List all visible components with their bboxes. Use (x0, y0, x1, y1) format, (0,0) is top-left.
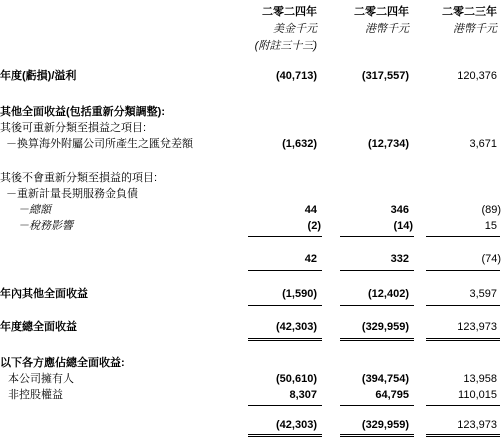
value-2023-hkd: 120,376 (457, 70, 497, 82)
value-2024-hkd: (394,754) (361, 373, 409, 385)
value-2024-usd: (50,610) (276, 373, 317, 385)
value-2024-hkd: (317,557) (361, 70, 409, 82)
column-year: 二零二四年 (262, 6, 317, 18)
column-note: (附註三十三) (254, 40, 317, 52)
value-2023-hkd: 123,973 (457, 321, 497, 333)
row-reclassifiable-heading (0, 120, 502, 137)
double-underline (426, 338, 500, 341)
underline (340, 405, 414, 406)
value-2023-hkd: 15 (484, 220, 497, 232)
value-2024-hkd: 332 (390, 253, 409, 265)
column-header-2024-hkd (329, 4, 409, 38)
underline (248, 270, 322, 271)
row-label: 其後可重新分類至損益之項目: (0, 122, 147, 134)
value-2024-hkd: (14) (393, 220, 413, 232)
row-subtotal (0, 251, 502, 268)
underline (340, 236, 414, 237)
underline (340, 270, 414, 271)
row-total-comprehensive-income (0, 319, 502, 336)
value-2024-usd: 8,307 (289, 389, 317, 401)
column-unit: 港幣千元 (365, 23, 409, 35)
row-label: 年度總全面收益 (0, 321, 77, 333)
row-oci-heading (0, 104, 502, 121)
column-unit: 港幣千元 (453, 23, 497, 35)
row-non-controlling-interests (0, 387, 502, 404)
underline (248, 305, 322, 306)
value-2023-hkd: (74) (481, 253, 501, 265)
value-2024-usd: 42 (304, 253, 317, 265)
value-2024-usd: (1,590) (282, 288, 317, 300)
column-unit: 美金千元 (273, 23, 317, 35)
value-2024-usd: 44 (304, 204, 317, 216)
underline (426, 305, 500, 306)
row-label: －重新計量長期服務金負債 (6, 188, 138, 200)
underline (426, 270, 500, 271)
row-remeasurement-lsp (0, 186, 502, 203)
value-2023-hkd: 110,015 (458, 389, 497, 401)
value-2024-hkd: 346 (390, 204, 409, 216)
underline (340, 305, 414, 306)
row-exchange-differences (0, 136, 502, 153)
value-2024-usd: (40,713) (276, 70, 317, 82)
value-2024-usd: (42,303) (276, 419, 317, 431)
row-profit-loss (0, 68, 502, 85)
row-label: －換算海外附屬公司所產生之匯兌差額 (6, 138, 193, 150)
row-gross (0, 202, 502, 219)
row-tax-effect (0, 218, 502, 235)
row-label: 年度(虧損)/溢利 (0, 70, 77, 82)
underline (426, 236, 500, 237)
value-2024-hkd: (329,959) (361, 321, 409, 333)
value-2023-hkd: 123,973 (457, 419, 497, 431)
row-label: 非控股權益 (8, 389, 63, 401)
underline (248, 236, 322, 237)
double-underline (248, 434, 322, 437)
row-label: －總額 (18, 204, 51, 216)
value-2023-hkd: 13,958 (463, 373, 497, 385)
row-label: 年內其他全面收益 (0, 288, 88, 300)
row-label: 本公司擁有人 (8, 373, 74, 385)
underline (426, 405, 500, 406)
row-attributable-heading (0, 355, 502, 372)
underline (248, 405, 322, 406)
column-year: 二零二三年 (442, 6, 497, 18)
double-underline (426, 434, 500, 437)
value-2024-hkd: 64,795 (375, 389, 409, 401)
column-year: 二零二四年 (354, 6, 409, 18)
row-label: 其他全面收益(包括重新分類調整): (0, 106, 165, 118)
value-2023-hkd: 3,597 (469, 288, 497, 300)
row-owners-of-company (0, 371, 502, 388)
value-2023-hkd: (89) (481, 204, 501, 216)
value-2024-usd: (2) (307, 220, 321, 232)
double-underline (248, 338, 322, 341)
row-label: 其後不會重新分類至損益的項目: (0, 172, 158, 184)
row-grand-total (0, 417, 502, 434)
column-header-2024-usd (237, 4, 317, 55)
value-2024-hkd: (12,402) (368, 288, 409, 300)
row-label: －稅務影響 (18, 220, 73, 232)
double-underline (340, 434, 414, 437)
double-underline (340, 338, 414, 341)
value-2024-usd: (1,632) (282, 138, 317, 150)
value-2024-usd: (42,303) (276, 321, 317, 333)
row-not-reclassified-heading (0, 170, 502, 187)
column-header-2023-hkd (417, 4, 497, 38)
value-2024-hkd: (329,959) (361, 419, 409, 431)
row-label: 以下各方應佔總全面收益: (0, 357, 125, 369)
value-2024-hkd: (12,734) (368, 138, 409, 150)
row-oci-for-year (0, 286, 502, 303)
value-2023-hkd: 3,671 (469, 138, 497, 150)
